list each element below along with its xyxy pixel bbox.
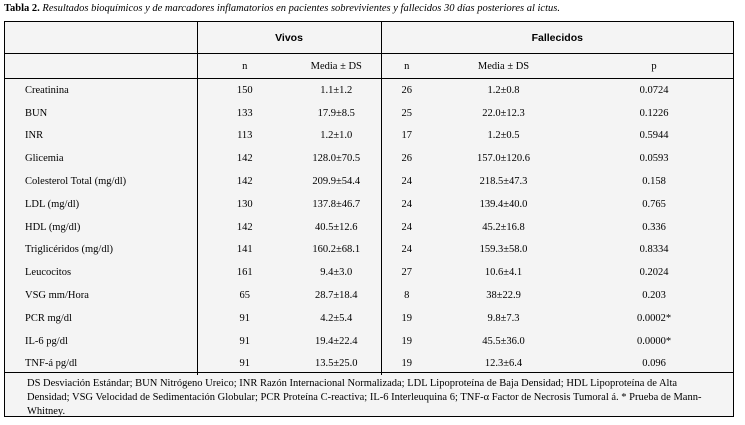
row-label: TNF-á pg/dl	[25, 358, 78, 370]
group-fallecidos: Fallecidos	[381, 22, 733, 54]
cell-media-fallecidos: 139.4±40.0	[479, 198, 528, 210]
caption-label: Tabla 2.	[4, 3, 40, 14]
cell-media-vivos: 128.0±70.5	[312, 153, 361, 165]
cell-n-fallecidos: 24	[381, 170, 432, 193]
cell-p-value: 0.158	[642, 176, 666, 188]
cell-media-vivos: 17.9±8.5	[317, 107, 355, 119]
cell-n-fallecidos: 27	[381, 261, 432, 284]
cell-n-fallecidos: 8	[381, 284, 432, 307]
footnote: DS Desviación Estándar; BUN Nitrógeno Ureico; INR Razón Internacional Normalizada; LDL Lipoproteína de Baja Densidad; HDL Lipoproteína de Alta Densidad; VSG Velocidad de Sedimentación Globular; PCR Proteína C-reactiva; IL-6 Interleuquina 6; TNF-α Factor de Necrosis Tumoral á. * Prueba de Mann-Whitney.	[5, 372, 733, 416]
cell-media-fallecidos: 1.2±0.5	[487, 130, 520, 142]
group-vivos: Vivos	[197, 22, 381, 54]
table-row	[5, 239, 733, 262]
cell-n-fallecidos: 24	[381, 216, 432, 239]
cell-p-value: 0.2024	[639, 267, 669, 279]
table-row	[5, 330, 733, 353]
col-header-n-vivos: n	[197, 54, 292, 79]
cell-media-fallecidos: 159.3±58.0	[479, 244, 528, 256]
cell-media-vivos: 209.9±54.4	[312, 176, 361, 188]
column-header-row	[5, 54, 733, 79]
cell-p-value: 0.1226	[639, 107, 669, 119]
cell-media-fallecidos: 157.0±120.6	[477, 153, 531, 165]
cell-n-vivos: 161	[197, 261, 292, 284]
cell-media-vivos: 28.7±18.4	[315, 290, 358, 302]
cell-n-vivos: 65	[197, 284, 292, 307]
cell-n-vivos: 150	[197, 79, 292, 102]
group-header-row	[5, 22, 733, 54]
cell-media-vivos: 19.4±22.4	[315, 335, 358, 347]
col-header-n-fallecidos: n	[381, 54, 432, 79]
row-label: INR	[25, 130, 44, 142]
row-label: Creatinina	[25, 84, 69, 96]
row-label: Triglicéridos (mg/dl)	[25, 244, 113, 256]
cell-n-vivos: 133	[197, 102, 292, 125]
cell-p-value: 0.336	[642, 221, 666, 233]
cell-media-fallecidos: 218.5±47.3	[479, 176, 528, 188]
table-row	[5, 284, 733, 307]
cell-media-fallecidos: 1.2±0.8	[487, 84, 520, 96]
cell-media-vivos: 9.4±3.0	[320, 267, 353, 279]
cell-p-value: 0.0593	[639, 153, 669, 165]
cell-p-value: 0.765	[642, 198, 666, 210]
row-label: LDL (mg/dl)	[25, 198, 80, 210]
cell-n-fallecidos: 17	[381, 125, 432, 148]
cell-n-fallecidos: 26	[381, 79, 432, 102]
table-row	[5, 193, 733, 216]
cell-n-fallecidos: 24	[381, 239, 432, 262]
table-body	[5, 79, 733, 376]
cell-n-vivos: 130	[197, 193, 292, 216]
cell-n-fallecidos: 25	[381, 102, 432, 125]
table-frame	[4, 21, 734, 417]
cell-media-fallecidos: 45.2±16.8	[482, 221, 525, 233]
cell-n-vivos: 142	[197, 170, 292, 193]
cell-n-vivos: 113	[197, 125, 292, 148]
cell-p-value: 0.8334	[639, 244, 669, 256]
cell-media-fallecidos: 9.8±7.3	[487, 312, 520, 324]
cell-n-vivos: 141	[197, 239, 292, 262]
row-label: Leucocitos	[25, 267, 72, 279]
col-header-p: p	[575, 54, 733, 79]
cell-n-vivos: 142	[197, 147, 292, 170]
table-row	[5, 125, 733, 148]
cell-p-value: 0.203	[642, 290, 666, 302]
cell-media-vivos: 1.2±1.0	[320, 130, 353, 142]
cell-p-value: 0.0724	[639, 84, 669, 96]
table-row	[5, 170, 733, 193]
cell-n-fallecidos: 26	[381, 147, 432, 170]
cell-n-fallecidos: 24	[381, 193, 432, 216]
col-header-media-fallecidos: Media ± DS	[432, 54, 575, 79]
cell-media-vivos: 40.5±12.6	[315, 221, 358, 233]
cell-p-value: 0.5944	[639, 130, 669, 142]
row-label: Colesterol Total (mg/dl)	[25, 176, 127, 188]
table-row	[5, 147, 733, 170]
cell-n-vivos: 91	[197, 330, 292, 353]
table-row	[5, 307, 733, 330]
row-label: VSG mm/Hora	[25, 290, 89, 302]
row-label: Glicemia	[25, 153, 64, 165]
col-header-media-vivos: Media ± DS	[292, 54, 381, 79]
cell-n-fallecidos: 19	[381, 307, 432, 330]
table-row	[5, 216, 733, 239]
cell-n-fallecidos: 19	[381, 330, 432, 353]
cell-n-fallecidos: 19	[381, 353, 432, 376]
results-table	[5, 22, 733, 375]
cell-n-vivos: 91	[197, 307, 292, 330]
cell-media-vivos: 4.2±5.4	[320, 312, 353, 324]
cell-media-vivos: 160.2±68.1	[312, 244, 361, 256]
cell-media-fallecidos: 45.5±36.0	[482, 335, 525, 347]
cell-p-value: 0.096	[642, 358, 666, 370]
caption-text: Resultados bioquímicos y de marcadores inflamatorios en pacientes sobrevivientes y fallecidos 30 días posteriores al ictus.	[42, 3, 560, 14]
cell-media-vivos: 137.8±46.7	[312, 198, 361, 210]
row-label: BUN	[25, 107, 48, 119]
table-row	[5, 79, 733, 102]
cell-media-fallecidos: 12.3±6.4	[484, 358, 523, 370]
cell-media-fallecidos: 22.0±12.3	[482, 107, 525, 119]
cell-p-value: 0.0002*	[636, 312, 672, 324]
row-label: HDL (mg/dl)	[25, 221, 81, 233]
cell-n-vivos: 91	[197, 353, 292, 376]
table-caption	[4, 3, 560, 14]
row-label: PCR mg/dl	[25, 312, 72, 324]
cell-media-fallecidos: 10.6±4.1	[484, 267, 523, 279]
cell-media-vivos: 1.1±1.2	[320, 84, 353, 96]
table-row	[5, 261, 733, 284]
cell-media-vivos: 13.5±25.0	[315, 358, 358, 370]
cell-media-fallecidos: 38±22.9	[486, 290, 521, 302]
cell-n-vivos: 142	[197, 216, 292, 239]
row-label: IL-6 pg/dl	[25, 335, 68, 347]
cell-p-value: 0.0000*	[636, 335, 672, 347]
table-row	[5, 102, 733, 125]
